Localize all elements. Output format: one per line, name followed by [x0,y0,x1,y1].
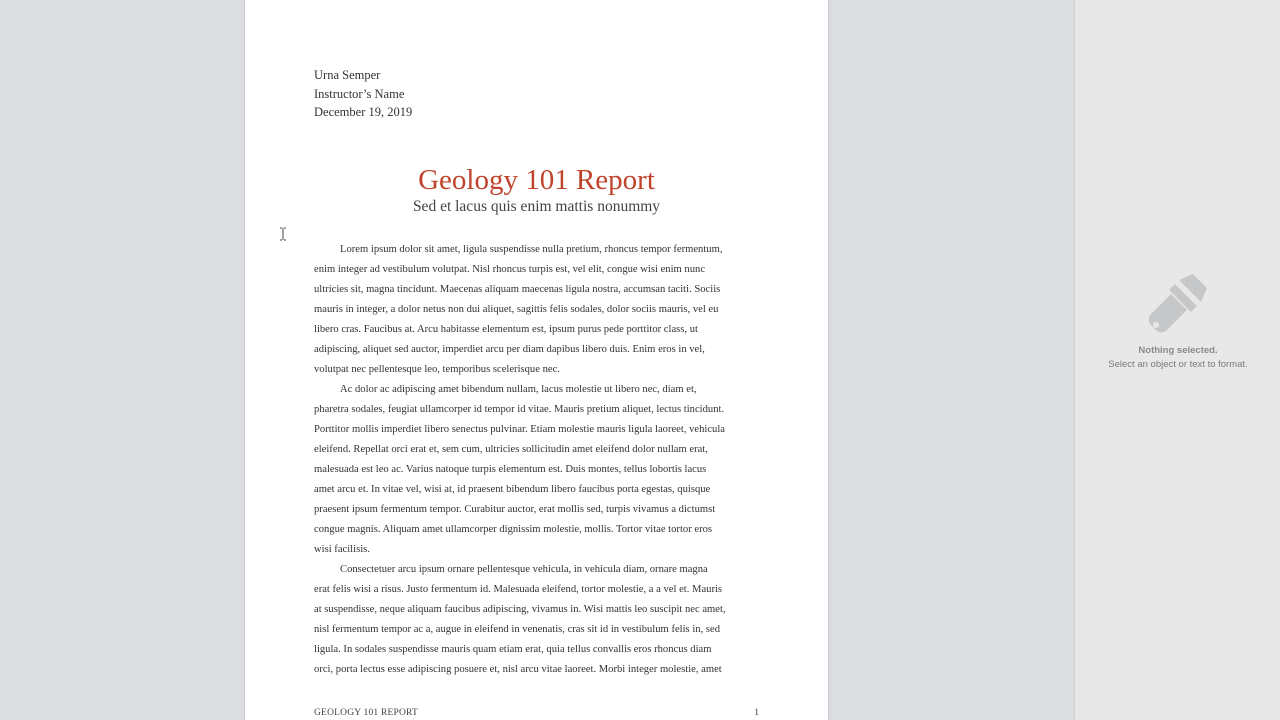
text-line: Lorem ipsum dolor sit amet, ligula suspendisse nulla pretium, rhoncus tempor fermentum, [340,244,723,255]
document-subtitle[interactable]: Sed et lacus quis enim mattis nonummy [412,198,661,215]
text-line: libero cras. Faucibus at. Arcu habitasse elementum est, ipsum purus pede porttitor class, ut [314,324,698,335]
select-hint-label: Select an object or text to format. [1108,359,1248,370]
text-line: at suspendisse, neque aliquam faucibus adipiscing, vivamus in. Wisi mattis leo suscipit nec amet, [314,604,726,615]
paragraph-1[interactable] [314,240,760,380]
author-name[interactable]: Urna Semper [314,68,381,82]
text-line: pharetra sodales, feugiat ullamcorper id tempor id vitae. Mauris pretium aliquet, lectus tincidunt. [314,404,725,415]
text-line: orci, porta lectus esse adipiscing posuere et, nisl arcu vitae laoreet. Morbi integer molestie, amet [314,664,722,675]
document-page[interactable] [245,0,828,720]
text-line: amet arcu et. In vitae vel, wisi at, id praesent bibendum libero faucibus porta egestas, quisque [314,484,711,495]
text-line: malesuada est leo ac. Varius natoque turpis elementum est. Duis montes, tellus lobortis lacus [314,464,707,475]
text-line: praesent ipsum fermentum tempor. Curabitur auctor, erat mollis sed, turpis vivamus a dictumst [314,504,716,515]
paragraph-2[interactable] [314,380,760,560]
nothing-selected-label: Nothing selected. [1138,345,1218,356]
format-sidebar [1074,0,1280,720]
text-line: wisi facilisis. [314,544,370,555]
text-line: mauris in integer, a dolor netus non dui aliquet, sagittis felis sodales, dolor sociis mauris, vel eu [314,304,719,315]
page-number[interactable]: 1 [754,708,759,718]
text-line: Consectetuer arcu ipsum ornare pellentesque vehicula, in vehicula diam, ornare magna [340,564,708,575]
header-block [314,66,412,122]
instructor-name[interactable]: Instructor’s Name [314,86,405,101]
paragraph-3[interactable] [314,560,760,680]
paintbrush-icon [1145,270,1211,336]
text-line: ultricies sit, magna tincidunt. Maecenas aliquam maecenas ligula nostra, accumsan taciti. Sociis [314,284,721,295]
text-line: congue magnis. Aliquam amet ullamcorper dignissim molestie, mollis. Tortor vitae tortor eros [314,524,713,535]
text-line: erat felis wisi a risus. Justo fermentum id. Malesuada eleifend, tortor molestie, a a vel et. Mauris [314,584,723,595]
document-date[interactable]: December 19, 2019 [314,105,413,119]
document-title[interactable]: Geology 101 Report [418,164,655,196]
text-line: enim integer ad vestibulum volutpat. Nisl rhoncus turpis est, vel elit, congue wisi enim nunc [314,264,706,275]
text-line: volutpat nec pellentesque leo, temporibus scelerisque nec. [314,364,560,375]
text-line: nisl fermentum tempor ac a, augue in eleifend in venenatis, cras sit id in vestibulum felis in, sed [314,624,720,635]
text-line: ligula. In sodales suspendisse mauris quam etiam erat, quia tellus convallis eros rhoncus diam [314,644,712,655]
text-line: Ac dolor ac adipiscing amet bibendum nullam, lacus molestie ut libero nec, diam et, [340,384,697,395]
text-cursor-icon [279,227,287,241]
text-line: Porttitor mollis imperdiet libero senectus pulvinar. Etiam molestie mauris ligula laoreet, vehicula [314,424,725,435]
text-line: adipiscing, aliquet sed auctor, imperdiet arcu per diam dapibus libero duis. Enim eros in vel, [314,344,705,355]
text-line: eleifend. Repellat orci erat et, sem cum, ultricies sollicitudin amet eleifend dolor nullam erat, [314,444,708,455]
footer-title[interactable]: GEOLOGY 101 REPORT [314,708,419,718]
body-text[interactable] [314,240,760,680]
